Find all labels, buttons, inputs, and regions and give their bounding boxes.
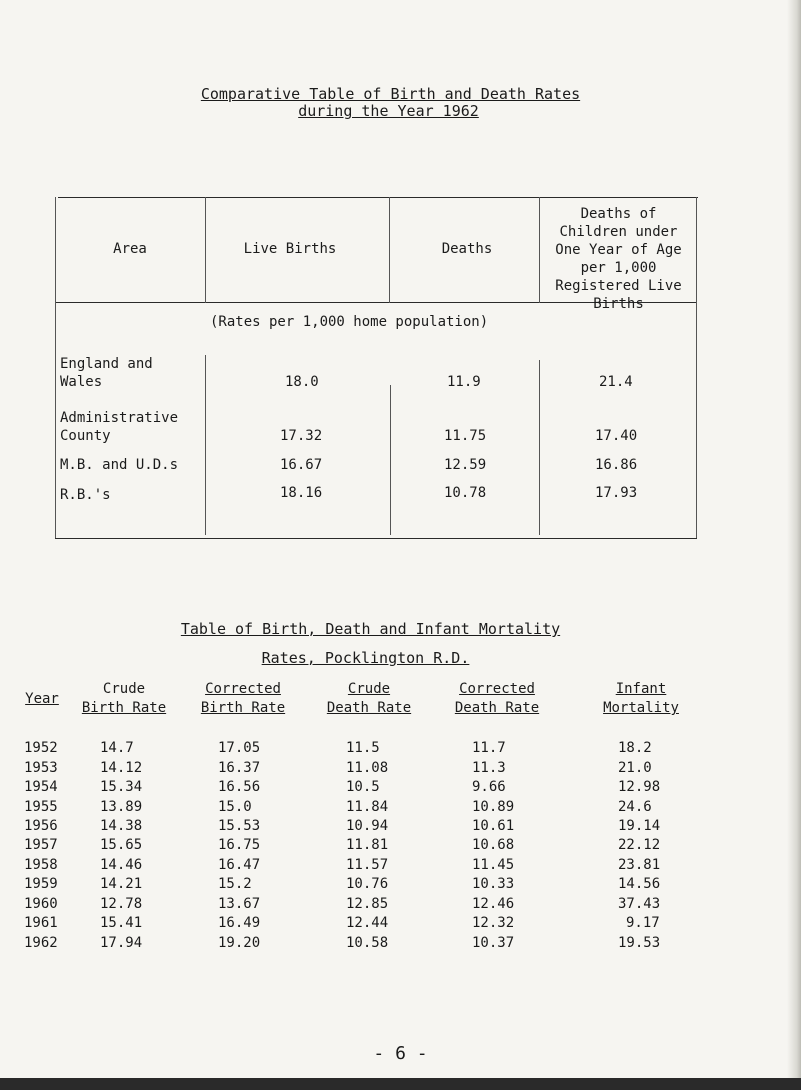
table-row xyxy=(0,818,801,836)
corrected-death-cell: 10.61 xyxy=(472,818,515,834)
crude-death-cell: 10.76 xyxy=(346,876,389,892)
column-header-crude-death xyxy=(313,680,425,718)
corrected-death-cell: 9.66 xyxy=(472,779,506,795)
scan-bottom-edge xyxy=(0,1078,801,1090)
year-cell: 1961 xyxy=(24,915,58,931)
corrected-birth-cell: 16.49 xyxy=(218,915,261,931)
live-births-value: 18.0 xyxy=(285,374,319,390)
header-deaths: Deaths xyxy=(441,241,493,257)
corrected-birth-cell: 16.56 xyxy=(218,779,261,795)
table-row xyxy=(0,837,801,855)
corrected-death-cell: 11.3 xyxy=(472,760,506,776)
corrected-birth-cell: 15.2 xyxy=(218,876,252,892)
area-label: County xyxy=(60,428,111,444)
column-header-label: Infant xyxy=(615,681,667,697)
crude-birth-cell: 14.21 xyxy=(100,876,143,892)
header-infant-line: Births xyxy=(593,296,644,312)
crude-birth-cell: 15.65 xyxy=(100,837,143,853)
column-header-corrected-death xyxy=(438,680,556,718)
infant-mortality-cell: 22.12 xyxy=(618,837,661,853)
area-label: R.B.'s xyxy=(60,487,111,503)
corrected-death-cell: 11.7 xyxy=(472,740,506,756)
rates-note: (Rates per 1,000 home population) xyxy=(210,314,489,330)
area-label: Administrative xyxy=(60,410,179,426)
table-row xyxy=(0,896,801,914)
crude-birth-cell: 14.46 xyxy=(100,857,143,873)
table-row xyxy=(0,779,801,797)
column-header-label: Year xyxy=(25,691,59,707)
table-row xyxy=(0,935,801,953)
table-row xyxy=(0,740,801,758)
infant-mortality-cell: 37.43 xyxy=(618,896,661,912)
comparative-rates-table xyxy=(55,195,697,540)
header-live-births: Live Births xyxy=(243,241,337,257)
infant-mortality-cell: 23.81 xyxy=(618,857,661,873)
table-row xyxy=(0,915,801,933)
header-infant-line: per 1,000 xyxy=(580,260,657,276)
crude-death-cell: 10.5 xyxy=(346,779,380,795)
corrected-death-cell: 10.33 xyxy=(472,876,515,892)
year-cell: 1958 xyxy=(24,857,58,873)
header-infant-line: Registered Live xyxy=(555,278,682,294)
live-births-value: 18.16 xyxy=(280,485,323,501)
corrected-death-cell: 12.32 xyxy=(472,915,515,931)
column-header-crude-birth xyxy=(68,680,180,718)
header-area: Area xyxy=(113,241,147,257)
table-rule-top xyxy=(58,197,698,198)
column-header-label: Mortality xyxy=(603,700,679,716)
column-header-year xyxy=(22,690,62,709)
crude-death-cell: 11.57 xyxy=(346,857,389,873)
header-infant-line: Deaths of xyxy=(580,206,657,222)
year-cell: 1954 xyxy=(24,779,58,795)
table-row xyxy=(0,857,801,875)
corrected-birth-cell: 16.75 xyxy=(218,837,261,853)
live-births-value: 16.67 xyxy=(280,457,323,473)
infant-mortality-cell: 12.98 xyxy=(618,779,661,795)
crude-birth-cell: 15.41 xyxy=(100,915,143,931)
column-divider xyxy=(205,355,206,535)
year-cell: 1952 xyxy=(24,740,58,756)
deaths-value: 12.59 xyxy=(444,457,487,473)
column-header-label: Birth Rate xyxy=(200,700,286,716)
infant-mortality-cell: 19.53 xyxy=(618,935,661,951)
infant-value: 16.86 xyxy=(595,457,638,473)
column-divider xyxy=(389,197,390,303)
crude-birth-cell: 14.38 xyxy=(100,818,143,834)
corrected-death-cell: 10.68 xyxy=(472,837,515,853)
area-label: England and xyxy=(60,356,153,372)
column-header-label: Birth Rate xyxy=(81,700,167,716)
corrected-birth-cell: 16.47 xyxy=(218,857,261,873)
page-number: - 6 - xyxy=(373,1043,428,1064)
infant-mortality-cell: 14.56 xyxy=(618,876,661,892)
crude-death-cell: 11.81 xyxy=(346,837,389,853)
corrected-birth-cell: 13.67 xyxy=(218,896,261,912)
infant-mortality-cell: 24.6 xyxy=(618,799,652,815)
corrected-birth-cell: 19.20 xyxy=(218,935,261,951)
crude-birth-cell: 13.89 xyxy=(100,799,143,815)
infant-mortality-cell: 21.0 xyxy=(618,760,652,776)
corrected-death-cell: 11.45 xyxy=(472,857,515,873)
header-infant-line: One Year of Age xyxy=(555,242,682,258)
deaths-value: 10.78 xyxy=(444,485,487,501)
infant-value: 17.40 xyxy=(595,428,638,444)
corrected-death-cell: 10.37 xyxy=(472,935,515,951)
crude-death-cell: 12.44 xyxy=(346,915,389,931)
crude-death-cell: 12.85 xyxy=(346,896,389,912)
year-cell: 1962 xyxy=(24,935,58,951)
year-cell: 1957 xyxy=(24,837,58,853)
year-cell: 1959 xyxy=(24,876,58,892)
page-title: Comparative Table of Birth and Death Rates xyxy=(200,85,581,103)
area-label: Wales xyxy=(60,374,103,390)
column-divider xyxy=(390,385,391,535)
table-rule-bottom xyxy=(55,538,697,539)
crude-death-cell: 11.5 xyxy=(346,740,380,756)
corrected-birth-cell: 17.05 xyxy=(218,740,261,756)
column-divider xyxy=(539,360,540,535)
mortality-table-subtitle: Rates, Pocklington R.D. xyxy=(261,649,470,667)
column-header-label: Death Rate xyxy=(454,700,540,716)
corrected-birth-cell: 15.53 xyxy=(218,818,261,834)
year-cell: 1955 xyxy=(24,799,58,815)
corrected-birth-cell: 16.37 xyxy=(218,760,261,776)
page-subtitle: during the Year 1962 xyxy=(298,102,479,120)
mortality-table-title: Table of Birth, Death and Infant Mortality xyxy=(180,620,561,638)
corrected-death-cell: 10.89 xyxy=(472,799,515,815)
table-row xyxy=(0,799,801,817)
deaths-value: 11.75 xyxy=(444,428,487,444)
infant-mortality-cell: 19.14 xyxy=(618,818,661,834)
column-header-infant-mortality xyxy=(585,680,697,718)
year-cell: 1960 xyxy=(24,896,58,912)
year-cell: 1953 xyxy=(24,760,58,776)
corrected-birth-cell: 15.0 xyxy=(218,799,252,815)
crude-birth-cell: 14.7 xyxy=(100,740,134,756)
crude-death-cell: 11.84 xyxy=(346,799,389,815)
column-header-corrected-birth xyxy=(184,680,302,718)
infant-value: 21.4 xyxy=(599,374,633,390)
crude-birth-cell: 15.34 xyxy=(100,779,143,795)
infant-value: 17.93 xyxy=(595,485,638,501)
crude-birth-cell: 17.94 xyxy=(100,935,143,951)
corrected-death-cell: 12.46 xyxy=(472,896,515,912)
column-header-label: Crude xyxy=(347,681,391,697)
crude-birth-cell: 12.78 xyxy=(100,896,143,912)
column-header-label: Death Rate xyxy=(326,700,412,716)
header-infant-deaths xyxy=(540,205,697,313)
deaths-value: 11.9 xyxy=(447,374,481,390)
header-infant-line: Children under xyxy=(559,224,678,240)
crude-death-cell: 10.94 xyxy=(346,818,389,834)
infant-mortality-cell: 9.17 xyxy=(626,915,660,931)
crude-death-cell: 10.58 xyxy=(346,935,389,951)
crude-birth-cell: 14.12 xyxy=(100,760,143,776)
live-births-value: 17.32 xyxy=(280,428,323,444)
year-cell: 1956 xyxy=(24,818,58,834)
table-row xyxy=(0,760,801,778)
column-header-label: Corrected xyxy=(459,681,535,697)
column-header-label: Crude xyxy=(102,681,146,697)
crude-death-cell: 11.08 xyxy=(346,760,389,776)
table-row xyxy=(0,876,801,894)
infant-mortality-cell: 18.2 xyxy=(618,740,652,756)
column-header-label: Corrected xyxy=(205,681,281,697)
area-label: M.B. and U.D.s xyxy=(60,457,179,473)
